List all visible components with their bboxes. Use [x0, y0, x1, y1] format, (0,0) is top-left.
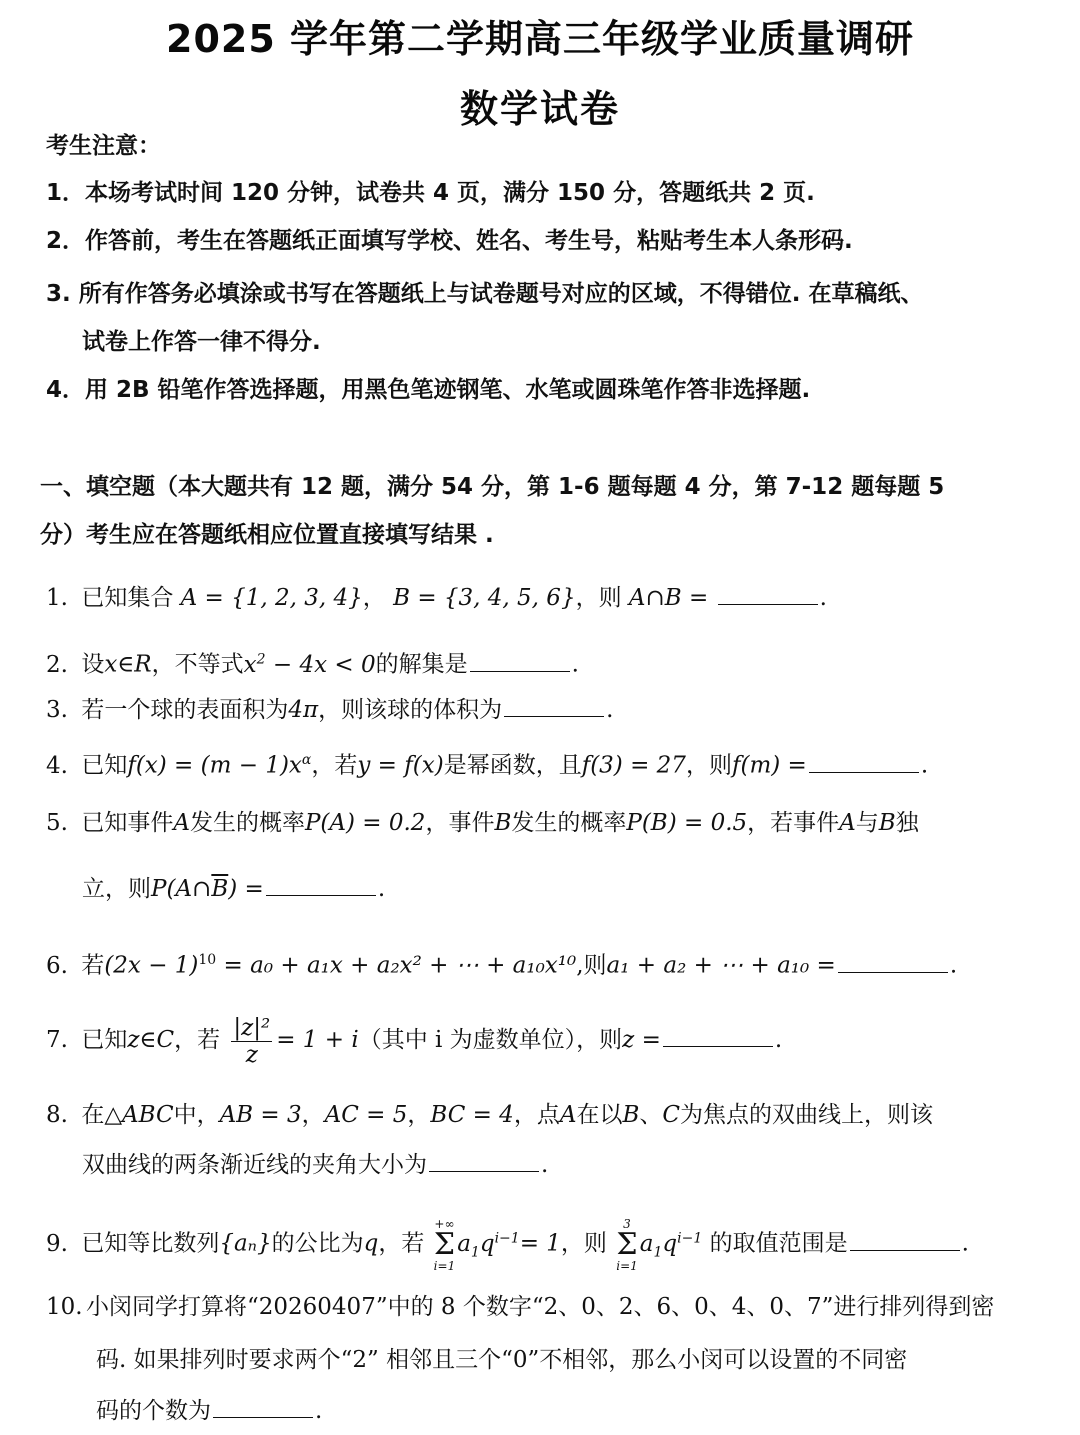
answer-blank	[504, 694, 604, 717]
question-9: 9. 已知等比数列{aₙ}的公比为q，若 +∞ Σ i=1 $a_1q^{i-1}= 1$，则 3 Σ i=1 $a_1q^{i-1}$ 的取值范围是 .	[46, 1216, 969, 1273]
question-1: 1. 已知集合 A = {1, 2, 3, 4}， B = {3, 4, 5, 6}，则 A∩B = .	[46, 582, 827, 613]
question-6: 6. 若$(2x - 1)^{10} = a_0 + a_1x + a_2x^2$ + ⋯ + a₁₀x¹⁰,则a₁ + a₂ + ⋯ + a₁₀ = .	[46, 945, 957, 981]
fraction: $\frac{\text{|z|²}}{z}$	[233, 1014, 271, 1068]
question-8-cont: 双曲线的两条渐近线的夹角大小为 .	[82, 1149, 548, 1180]
question-5: 5. 已知事件A发生的概率P(A) = 0.2，事件B发生的概率P(B) = 0.5，若事件A与B独	[46, 810, 919, 836]
question-5-cont: 立，则$P(A\cap\overline{B})$ = .	[82, 873, 385, 904]
section-title: 一、填空题（本大题共有 12 题，满分 54 分，第 1-6 题每题 4 分，第 7-12 题每题 5	[40, 474, 945, 500]
notice-item-3-cont: 试卷上作答一律不得分.	[82, 329, 321, 355]
exam-title: 2025 学年第二学期高三年级学业质量调研	[166, 17, 914, 61]
answer-blank	[718, 582, 818, 605]
question-8: 8. 在△ABC中，AB = 3，AC = 5，BC = 4，点A在以B、C为焦点的双曲线上，则该	[46, 1102, 933, 1128]
answer-blank	[809, 750, 919, 773]
question-10-cont-2: 码的个数为 .	[96, 1395, 322, 1426]
question-2: 2. 设x∈R，不等式$x^2 - 4x < 0$的解集是 .	[46, 644, 579, 680]
notice-heading: 考生注意：	[46, 133, 161, 159]
notice-item-4: 4．用 2B 铅笔作答选择题，用黑色笔迹钢笔、水笔或圆珠笔作答非选择题.	[46, 377, 811, 403]
answer-blank	[266, 873, 376, 896]
question-3: 3. 若一个球的表面积为4π，则该球的体积为 .	[46, 694, 613, 725]
question-7: 7. 已知z∈C，若 $\frac{\text{|z|²}}{z}$ = 1 + i（其中 i 为虚数单位），则z = .	[46, 1014, 783, 1068]
answer-blank	[429, 1149, 539, 1172]
question-number: 1.	[46, 585, 68, 611]
question-10: 10. 小闵同学打算将“20260407”中的 8 个数字“2、0、2、6、0、4、0、7”进行排列得到密	[46, 1294, 995, 1320]
notice-item-3: 3. 所有作答务必填涂或书写在答题纸上与试卷题号对应的区域，不得错位. 在草稿纸、	[46, 281, 924, 307]
question-4: 4. 已知$f(x) = (m - 1)x^\alpha$，若y = f(x)是幂函数，且f(3) = 27，则f(m) = .	[46, 745, 928, 781]
answer-blank	[213, 1395, 313, 1418]
exam-subtitle: 数学试卷	[459, 87, 620, 131]
section-title-cont: 分）考生应在答题纸相应位置直接填写结果 .	[40, 522, 494, 548]
notice-item-2: 2．作答前，考生在答题纸正面填写学校、姓名、考生号，粘贴考生本人条形码.	[46, 228, 853, 254]
answer-blank	[663, 1024, 773, 1047]
question-10-cont-1: 码. 如果排列时要求两个“2” 相邻且三个“0”不相邻，那么小闵可以设置的不同密	[96, 1347, 908, 1373]
sum-symbol: +∞ Σ i=1	[433, 1216, 456, 1273]
sum-symbol: 3 Σ i=1	[616, 1216, 638, 1273]
notice-item-1: 1．本场考试时间 120 分钟，试卷共 4 页，满分 150 分，答题纸共 2 页.	[46, 180, 815, 206]
inequality: $x^2 - 4x < 0$	[243, 651, 376, 678]
answer-blank	[470, 649, 570, 672]
answer-blank	[850, 1228, 960, 1251]
answer-blank	[838, 950, 948, 973]
